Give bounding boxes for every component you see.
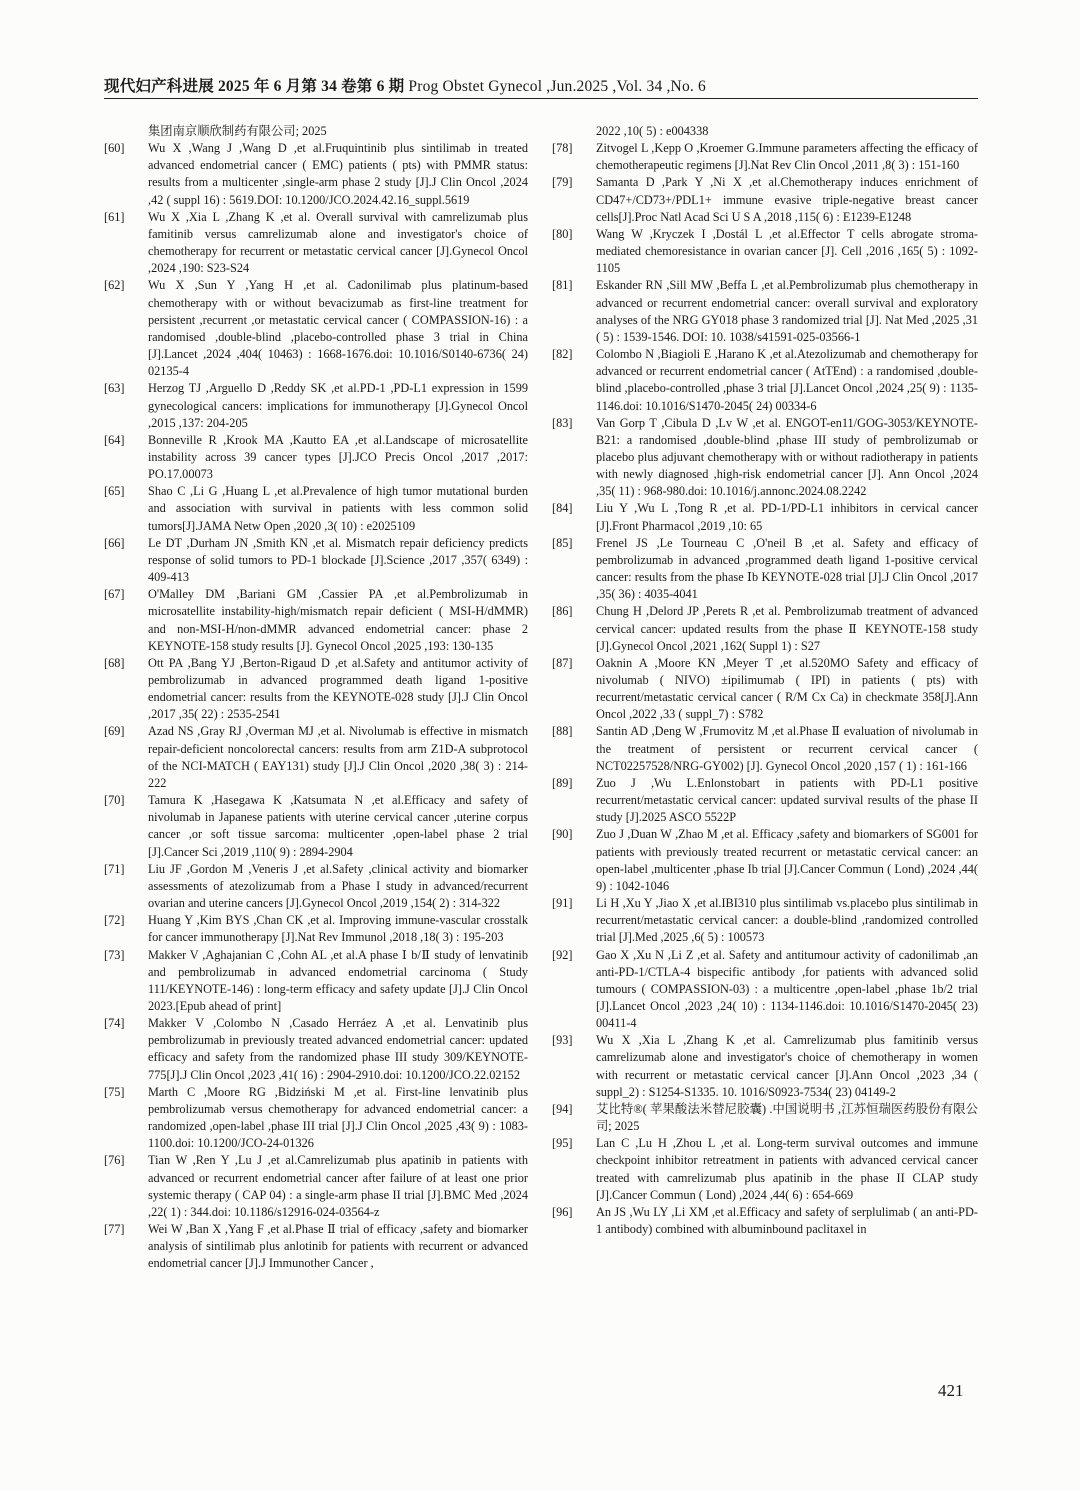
reference-number: [84]	[552, 501, 573, 516]
reference-item	[552, 603, 978, 654]
reference-item	[104, 947, 528, 1016]
reference-number: [68]	[104, 655, 125, 670]
reference-text: Li H ,Xu Y ,Jiao X ,et al.IBI310 plus sintilimab vs.placebo plus sintilimab in recurrent/metastatic cervical cancer: a double-blind ,randomized controlled trial [J].Med ,2025 ,6( 5) : 100573	[596, 896, 978, 945]
reference-text: Makker V ,Aghajanian C ,Cohn AL ,et al.A phase Ⅰ b/Ⅱ study of lenvatinib and pembrolizumab in advanced endometrial carcinoma ( Study 111/KEYNOTE-146) : long-term efficacy and safety update [J].J Clin Oncol 2023.[Epub ahead of print]	[148, 947, 528, 1013]
reference-number: [86]	[552, 604, 573, 619]
reference-number: [78]	[552, 141, 573, 156]
reference-number: [94]	[552, 1101, 573, 1116]
reference-text: Wu X ,Sun Y ,Yang H ,et al. Cadonilimab plus platinum-based chemotherapy with or without bevacizumab as first-line treatment for persistent ,recurrent ,or metastatic cervical cancer ( COMPASSION-16) : a randomised ,double-blind ,placebo-controlled phase 3 trial in China [J].Lancet ,2024 ,404( 10463) : 1668-1676.doi: 10.1016/S0140-6736( 24) 02135-4	[148, 278, 528, 379]
header-rule	[104, 98, 978, 99]
reference-item	[552, 346, 978, 415]
reference-number: [89]	[552, 775, 573, 790]
reference-item	[552, 895, 978, 946]
running-header	[104, 74, 978, 96]
reference-text: Le DT ,Durham JN ,Smith KN ,et al. Mismatch repair deficiency predicts response of solid tumors to PD-1 blockade [J].Science ,2017 ,357( 6349) : 409-413	[148, 535, 528, 585]
reference-number: [71]	[104, 861, 125, 876]
reference-text: Bonneville R ,Krook MA ,Kautto EA ,et al.Landscape of microsatellite instability across 39 cancer types [J].JCO Precis Oncol ,2017 ,2017: PO.17.00073	[148, 432, 528, 482]
reference-number: [92]	[552, 947, 573, 962]
reference-item	[552, 1101, 978, 1135]
reference-item	[104, 723, 528, 792]
reference-item	[104, 209, 528, 278]
reference-text: Herzog TJ ,Arguello D ,Reddy SK ,et al.PD-1 ,PD-L1 expression in 1599 gynecological cancers: implications for immunotherapy [J].Gynecol Oncol ,2015 ,137: 204-205	[148, 381, 528, 430]
reference-text: Makker V ,Colombo N ,Casado Herráez A ,et al. Lenvatinib plus pembrolizumab in previously treated advanced endometrial cancer: updated efficacy and safety from the randomized phase III study 309/KEYNOTE-775[J].J Clin Oncol ,2023 ,41( 16) : 2904-2910.doi: 10.1200/JCO.22.02152	[148, 1016, 528, 1082]
reference-number: [93]	[552, 1033, 573, 1048]
reference-item	[104, 380, 528, 431]
reference-number: [80]	[552, 226, 573, 241]
reference-number: [73]	[104, 947, 125, 962]
reference-text: Zuo J ,Duan W ,Zhao M ,et al. Efficacy ,safety and biomarkers of SG001 for patients with previously treated recurrent or metastatic cervical cancer: an open-label ,multicenter ,phase Ib trial [J].Cancer Commun ( Lond) ,2024 ,44( 9) : 1042-1046	[596, 827, 978, 893]
reference-text: Wu X ,Xia L ,Zhang K ,et al. Camrelizumab plus famitinib versus camrelizumab alone and investigator's choice of chemotherapy in women with recurrent or metastatic cervical cancer [J].Ann Oncol ,2023 ,34 ( suppl_2) : S1254-S1335. 10. 1016/S0923-7534( 23) 04149-2	[596, 1033, 978, 1099]
reference-text: O'Malley DM ,Bariani GM ,Cassier PA ,et al.Pembrolizumab in microsatellite instability-high/mismatch repair deficient ( MSI-H/dMMR) and non-MSI-H/non-dMMR advanced endometrial cancer: phase 2 KEYNOTE-158 study results [J]. Gynecol Oncol ,2025 ,193: 130-135	[148, 587, 528, 653]
reference-text: Wu X ,Wang J ,Wang D ,et al.Fruquintinib plus sintilimab in treated advanced endometrial cancer ( EMC) patients ( pts) with PMMR status: results from a multicenter ,single-arm phase 2 study [J].J Clin Oncol ,2024 ,42 ( suppl 16) : 5619.DOI: 10.1200/JCO.2024.42.16_suppl.5619	[148, 141, 528, 207]
reference-text: An JS ,Wu LY ,Li XM ,et al.Efficacy and safety of serplulimab ( an anti-PD-1 antibody) combined with albuminbound paclitaxel in	[596, 1204, 978, 1236]
reference-number: [85]	[552, 535, 573, 550]
reference-text: Oaknin A ,Moore KN ,Meyer T ,et al.520MO Safety and efficacy of nivolumab ( NIVO) ±ipilimumab ( IPI) in patients ( pts) with recurrent/metastatic cervical cancer ( R/M Cx Ca) in checkmate 358[J].Ann Oncol ,2022 ,33 ( suppl_7) : S782	[596, 655, 978, 722]
reference-number: [67]	[104, 587, 125, 602]
reference-text: Zitvogel L ,Kepp O ,Kroemer G.Immune parameters affecting the efficacy of chemotherapeutic regimens [J].Nat Rev Clin Oncol ,2011 ,8( 3) : 151-160	[596, 141, 978, 173]
reference-text: Wang W ,Kryczek I ,Dostál L ,et al.Effector T cells abrogate stroma-mediated chemoresistance in ovarian cancer [J]. Cell ,2016 ,165( 5) : 1092-1105	[596, 226, 978, 276]
reference-text: Tamura K ,Hasegawa K ,Katsumata N ,et al.Efficacy and safety of nivolumab in Japanese patients with uterine cervical cancer ,uterine corpus cancer ,or soft tissue sarcoma: multicenter ,open-label phase 2 trial [J].Cancer Sci ,2019 ,110( 9) : 2894-2904	[148, 793, 528, 859]
reference-item	[104, 140, 528, 209]
reference-text: Huang Y ,Kim BYS ,Chan CK ,et al. Improving immune-vascular crosstalk for cancer immunotherapy [J].Nat Rev Immunol ,2018 ,18( 3) : 195-203	[148, 913, 528, 945]
reference-number: [76]	[104, 1153, 125, 1168]
reference-item	[552, 1032, 978, 1101]
reference-text: Liu JF ,Gordon M ,Veneris J ,et al.Safety ,clinical activity and biomarker assessments of atezolizumab from a Phase I study in advanced/recurrent ovarian and uterine cancers [J].Gynecol Oncol ,2019 ,154( 2) : 314-322	[148, 861, 528, 911]
reference-item	[104, 655, 528, 724]
right-continuation: 2022 ,10( 5) : e004338	[596, 124, 709, 138]
reference-item	[552, 226, 978, 277]
reference-number: [64]	[104, 432, 125, 447]
header-chinese: 现代妇产科进展 2025 年 6 月第 34 卷第 6 期	[104, 78, 405, 95]
reference-number: [95]	[552, 1136, 573, 1151]
reference-number: [72]	[104, 913, 125, 928]
reference-number: [66]	[104, 535, 125, 550]
reference-text: Tian W ,Ren Y ,Lu J ,et al.Camrelizumab plus apatinib in patients with advanced or recurrent endometrial cancer after failure of at least one prior systemic therapy ( CAP 04) : a single-arm phase II trial [J].BMC Med ,2024 ,22( 1) : 344.doi: 10.1186/s12916-024-03564-z	[148, 1153, 528, 1219]
reference-number: [65]	[104, 484, 125, 499]
reference-item	[552, 655, 978, 724]
reference-text: Frenel JS ,Le Tourneau C ,O'neil B ,et al. Safety and efficacy of pembrolizumab in advanced ,programmed death ligand 1-positive cervical cancer: results from the phase Ⅰb KEYNOTE-028 trial [J].J Clin Oncol ,2017 ,35( 36) : 4035-4041	[596, 535, 978, 602]
reference-text: Santin AD ,Deng W ,Frumovitz M ,et al.Phase Ⅱ evaluation of nivolumab in the treatment of persistent or recurrent cervical cancer ( NCT02257528/NRG-GY002) [J]. Gynecol Oncol ,2020 ,157 ( 1) : 161-166	[596, 724, 978, 773]
reference-text: Ott PA ,Bang YJ ,Berton-Rigaud D ,et al.Safety and antitumor activity of pembrolizumab in advanced programmed death ligand 1-positive endometrial cancer: results from the KEYNOTE-028 study [J].J Clin Oncol ,2017 ,35( 22) : 2535-2541	[148, 655, 528, 722]
reference-text: Samanta D ,Park Y ,Ni X ,et al.Chemotherapy induces enrichment of CD47+/CD73+/PDL1+ immune evasive triple-negative breast cancer cells[J].Proc Natl Acad Sci U S A ,2018 ,115( 6) : E1239-E1248	[596, 175, 978, 224]
reference-number: [81]	[552, 278, 573, 293]
reference-item	[104, 1084, 528, 1153]
reference-text: Chung H ,Delord JP ,Perets R ,et al. Pembrolizumab treatment of advanced cervical cancer: updated results from the phase Ⅱ KEYNOTE-158 study [J].Gynecol Oncol ,2021 ,162( Suppl 1) : S27	[596, 604, 978, 653]
reference-item	[104, 586, 528, 655]
reference-number: [79]	[552, 175, 573, 190]
reference-item	[104, 1152, 528, 1221]
reference-number: [77]	[104, 1222, 125, 1236]
reference-item	[552, 174, 978, 225]
reference-number: [61]	[104, 209, 125, 224]
reference-item	[552, 826, 978, 895]
reference-number: [82]	[552, 347, 573, 362]
reference-item	[552, 775, 978, 826]
reference-text: Gao X ,Xu N ,Li Z ,et al. Safety and antitumour activity of cadonilimab ,an anti-PD-1/CTLA-4 bispecific antibody ,for patients with advanced solid tumours ( COMPASSION-03) : a multicentre ,open-label ,phase 1b/2 trial [J].Lancet Oncol ,2023 ,24( 10) : 1134-1146.doi: 10.1016/S1470-2045( 23) 00411-4	[596, 947, 978, 1031]
reference-item	[552, 947, 978, 1033]
reference-number: [91]	[552, 896, 573, 911]
reference-text: Marth C ,Moore RG ,Bidziński M ,et al. First-line lenvatinib plus pembrolizumab versus chemotherapy for advanced endometrial cancer: a randomized ,open-label ,phase III trial [J].J Clin Oncol ,2025 ,43( 9) : 1083-1100.doi: 10.1200/JCO-24-01326	[148, 1084, 528, 1151]
reference-number: [87]	[552, 655, 573, 670]
reference-item	[552, 1135, 978, 1204]
right-column	[552, 123, 978, 1238]
reference-text: Zuo J ,Wu L.Enlonstobart in patients with PD-L1 positive recurrent/metastatic cervical cancer: updated survival results of the phase II study [J].2025 ASCO 5522P	[596, 775, 978, 825]
left-column	[104, 123, 528, 1272]
reference-number: [63]	[104, 381, 125, 396]
reference-text: Liu Y ,Wu L ,Tong R ,et al. PD-1/PD-L1 inhibitors in cervical cancer [J].Front Pharmacol ,2019 ,10: 65	[596, 501, 978, 533]
reference-number: [60]	[104, 141, 125, 156]
header-english: Prog Obstet Gynecol ,Jun.2025 ,Vol. 34 ,No. 6	[408, 78, 707, 95]
reference-item	[552, 277, 978, 346]
reference-number: [69]	[104, 724, 125, 739]
reference-item	[104, 432, 528, 483]
reference-text: Colombo N ,Biagioli E ,Harano K ,et al.Atezolizumab and chemotherapy for advanced or recurrent endometrial cancer ( AtTEnd) : a randomised ,double-blind ,placebo-controlled ,phase 3 trial [J].Lancet Oncol ,2024 ,25( 9) : 1135-1146.doi: 10.1016/S1470-2045( 24) 00334-6	[596, 347, 978, 413]
reference-text: Van Gorp T ,Cibula D ,Lv W ,et al. ENGOT-en11/GOG-3053/KEYNOTE-B21: a randomised ,double-blind ,phase III study of pembrolizumab or placebo plus adjuvant chemotherapy with or without radiotherapy in patients with newly diagnosed ,high-risk endometrial cancer [J]. Ann Oncol ,2024 ,35( 11) : 968-980.doi: 10.1016/j.annonc.2024.08.2242	[596, 415, 978, 499]
left-continuation: 集团南京顺欣制药有限公司; 2025	[148, 124, 327, 138]
reference-item	[552, 500, 978, 534]
reference-number: [83]	[552, 415, 573, 430]
reference-item	[552, 140, 978, 174]
reference-item	[552, 415, 978, 501]
reference-item	[104, 277, 528, 380]
reference-text: Wu X ,Xia L ,Zhang K ,et al. Overall survival with camrelizumab plus famitinib versus camrelizumab alone and investigator's choice of chemotherapy for recurrent or metastatic cervical cancer [J].Gynecol Oncol ,2024 ,190: S23-S24	[148, 209, 528, 276]
reference-item	[552, 1204, 978, 1238]
reference-item	[104, 1221, 528, 1272]
reference-number: [96]	[552, 1204, 573, 1219]
reference-text: Lan C ,Lu H ,Zhou L ,et al. Long-term survival outcomes and immune checkpoint inhibitor retreatment in patients with advanced cervical cancer treated with camrelizumab plus apatinib in the phase II CLAP study [J].Cancer Commun ( Lond) ,2024 ,44( 6) : 654-669	[596, 1136, 978, 1202]
reference-item	[104, 861, 528, 912]
reference-number: [70]	[104, 793, 125, 808]
reference-number: [88]	[552, 724, 573, 739]
reference-item	[104, 535, 528, 586]
reference-text: Wei W ,Ban X ,Yang F ,et al.Phase Ⅱ trial of efficacy ,safety and biomarker analysis of sintilimab plus anlotinib for patients with recurrent or advanced endometrial cancer [J].J Immunother Cancer ,	[148, 1222, 528, 1271]
reference-number: [90]	[552, 827, 573, 842]
reference-text: Azad NS ,Gray RJ ,Overman MJ ,et al. Nivolumab is effective in mismatch repair-deficient noncolorectal cancers: results from arm Z1D-A subprotocol of the NCI-MATCH ( EAY131) study [J].J Clin Oncol ,2020 ,38( 3) : 214-222	[148, 724, 528, 790]
reference-text: 艾比特®( 苹果酸法米替尼胶囊) .中国说明书 ,江苏恒瑞医药股份有限公司; 2025	[596, 1101, 978, 1134]
reference-item	[104, 483, 528, 534]
reference-text: Shao C ,Li G ,Huang L ,et al.Prevalence of high tumor mutational burden and association with survival in patients with less common solid tumors[J].JAMA Netw Open ,2020 ,3( 10) : e2025109	[148, 484, 528, 533]
reference-item	[104, 912, 528, 946]
page-number: 421	[938, 1381, 964, 1400]
reference-item	[552, 723, 978, 774]
reference-item	[552, 535, 978, 604]
reference-item	[104, 1015, 528, 1084]
reference-number: [75]	[104, 1084, 125, 1099]
reference-text: Eskander RN ,Sill MW ,Beffa L ,et al.Pembrolizumab plus chemotherapy in advanced or recurrent endometrial cancer: overall survival and exploratory analyses of the NRG GY018 phase 3 randomized trial [J]. Nat Med ,2025 ,31 ( 5) : 1539-1546. DOI: 10. 1038/s41591-025-03566-1	[596, 278, 978, 344]
reference-number: [74]	[104, 1016, 125, 1031]
reference-number: [62]	[104, 278, 125, 293]
reference-item	[104, 792, 528, 861]
